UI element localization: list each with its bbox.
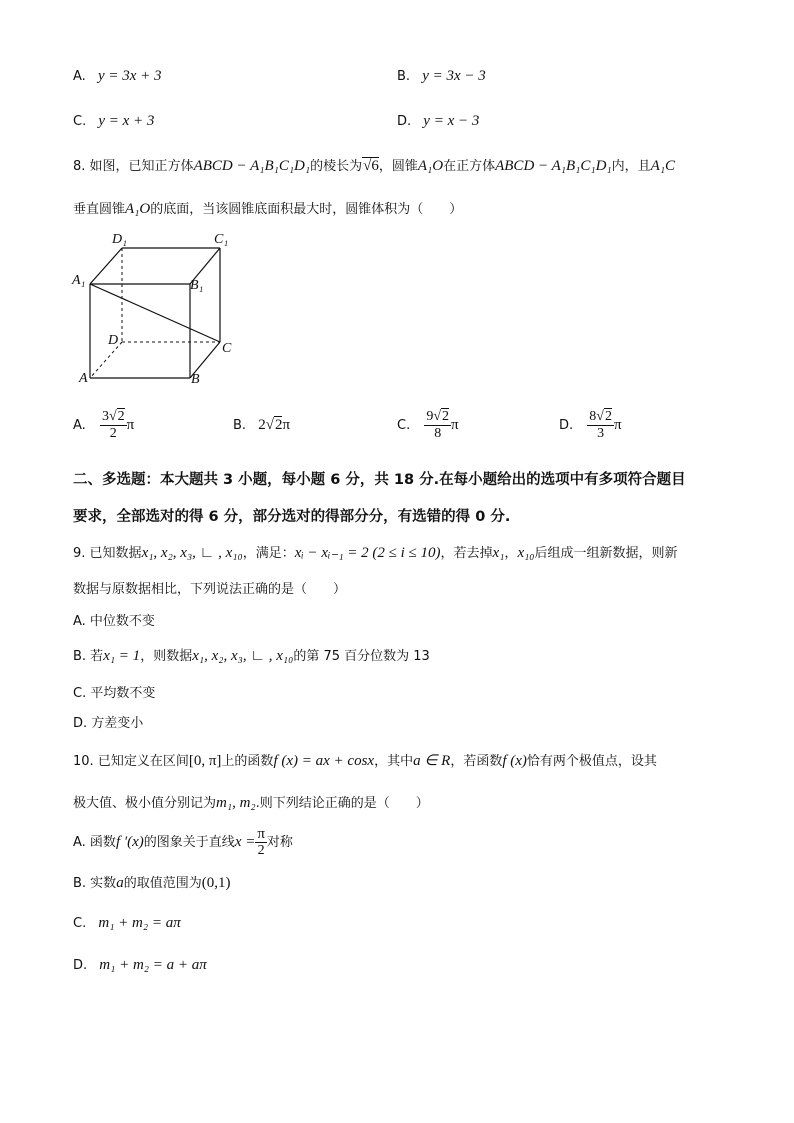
cube-figure: [70, 228, 250, 393]
q7-option-c-expr: y = x + 3: [98, 113, 155, 129]
q7-option-d: D. y = x − 3: [397, 113, 480, 129]
cone-name-2: A₁O: [125, 201, 151, 217]
cone-name: A₁O: [417, 158, 444, 174]
q9-line2: 数据与原数据相比，下列说法正确的是（ ）: [73, 582, 347, 597]
label-d: D: [108, 333, 119, 348]
q7-option-a-expr: y = 3x + 3: [97, 68, 162, 84]
edge-length: √6: [363, 158, 379, 174]
cube-name-2: ABCD − A₁B₁C₁D₁: [495, 158, 612, 174]
q10-option-c: C. m₁ + m₂ = aπ: [73, 915, 181, 931]
q9-option-b: B. 若x₁ = 1，则数据x₁, x₂, x₃, ∟ , x₁₀的第 75 百分位数为 13: [73, 648, 430, 664]
q7-option-b-expr: y = 3x − 3: [422, 68, 486, 84]
segment-a1c: A₁C: [650, 158, 676, 174]
q7-option-a: A. y = 3x + 3: [73, 68, 162, 84]
label-b1: B₁: [190, 278, 204, 293]
label-a: A: [79, 371, 88, 386]
q8-line1: 8. 如图，已知正方体ABCD − A₁B₁C₁D₁的棱长为√6，圆锥A₁O在正方体ABCD − A₁B₁C₁D₁内，且A₁C: [73, 158, 676, 174]
q10-line1: 10. 已知定义在区间[0, π]上的函数f (x) = ax + cosx，其中a ∈ R，若函数f (x)恰有两个极值点，设其: [73, 753, 657, 769]
q9-line1: 9. 已知数据x₁, x₂, x₃, ∟ , x₁₀，满足：xᵢ − xᵢ₋₁ = 2 (2 ≤ i ≤ 10)，若去掉x₁，x₁₀后组成一组新数据，则新: [73, 545, 678, 561]
cube-name: ABCD − A₁B₁C₁D₁: [193, 158, 311, 174]
label-c1: C₁: [214, 232, 229, 247]
q8-option-d: D. $\frac{8√2}{3}$ π: [559, 409, 622, 441]
q9-option-a: A. 中位数不变: [73, 614, 155, 629]
q8-option-b: B. 2√2π: [233, 417, 291, 433]
q9-option-d: D. 方差变小: [73, 716, 144, 731]
condition: xᵢ − xᵢ₋₁ = 2 (2 ≤ i ≤ 10): [294, 545, 441, 561]
q10-option-b: B. 实数a的取值范围为(0,1): [73, 875, 231, 891]
label-c: C: [222, 341, 232, 356]
section2-heading-line1: 二、多选题：本大题共 3 小题，每小题 6 分，共 18 分.在每小题给出的选项中有多项符合题目: [73, 472, 686, 488]
q10-line2: 极大值、极小值分别记为m₁, m₂.则下列结论正确的是（ ）: [73, 795, 429, 811]
label-b: B: [191, 372, 200, 387]
q10-option-a: A. 函数f ′(x)的图象关于直线x = $\frac{\pi}{2}$ 对称: [73, 826, 293, 858]
q8-line2: 垂直圆锥A₁O的底面，当该圆锥底面积最大时，圆锥体积为（ ）: [73, 201, 463, 217]
q8-option-a: A. $\frac{3√2}{2}$ π: [73, 409, 135, 441]
q7-option-b: B. y = 3x − 3: [397, 68, 486, 84]
q9-option-c: C. 平均数不变: [73, 686, 156, 701]
q7-option-d-expr: y = x − 3: [423, 113, 480, 129]
q10-option-d: D. m₁ + m₂ = a + aπ: [73, 957, 207, 973]
q8-option-c: C. $\frac{9√2}{8}$ π: [397, 409, 459, 441]
data-list: x₁, x₂, x₃, ∟ , x₁₀: [141, 545, 243, 561]
label-a1: A₁: [72, 273, 86, 288]
q7-option-c: C. y = x + 3: [73, 113, 155, 129]
section2-heading-line2: 要求，全部选对的得 6 分，部分选对的得部分分，有选错的得 0 分.: [73, 509, 511, 525]
label-d1: D₁: [112, 232, 127, 247]
